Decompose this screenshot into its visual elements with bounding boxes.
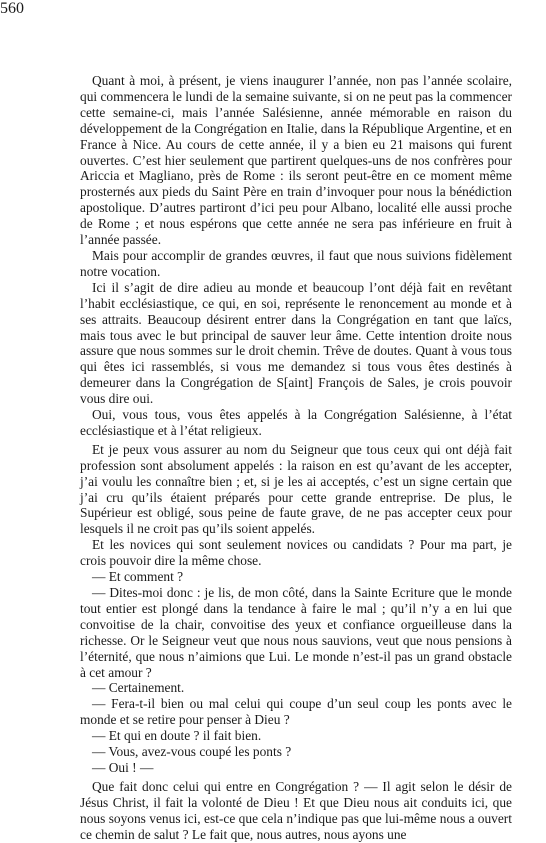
dialogue-line: — Certainement. (92, 680, 185, 696)
paragraph: Que fait donc celui qui entre en Congrégation ? — Il agit selon le désir de Jésus Christ, il fait la volonté de Dieu ! Et que Dieu nous ait conduits ici, que nous soyons venus ici, est-ce que cela n’indique pas que lui-même nous a ouvert ce chemin de salut ? Le fait que, nous autres, nous ayons une (80, 778, 512, 842)
dialogue-line: — Et qui en doute ? il fait bien. (92, 728, 262, 744)
paragraph: Et les novices qui sont seulement novices ou candidats ? Pour ma part, je crois pouvoir dire la même chose. (80, 537, 512, 569)
body-text (80, 73, 512, 843)
paragraph: Oui, vous tous, vous êtes appelés à la Congrégation Salésienne, à l’état ecclésiastique et à l’état religieux. (80, 407, 512, 438)
dialogue-line: — Dites-moi donc : je lis, de mon côté, dans la Sainte Ecriture que le monde tout entier est plongé dans la tendance à faire le mal ; qu’il n’y a en lui que convoitise de la chair, convoitise des yeux et confiance orgueilleuse dans la richesse. Or le Seigneur veut que nous nous sauvions, veut que nous pensions à l’éternité, que nous n’aimions que Lui. Le monde n’est-il pas un grand obstacle à cet amour ? (80, 585, 512, 680)
dialogue-line: — Vous, avez-vous coupé les ponts ? (92, 744, 292, 760)
paragraph: Et je peux vous assurer au nom du Seigneur que tous ceux qui ont déjà fait profession sont absolument appelés : la raison en est qu’avant de les accepter, j’ai voulu les connaître bien ; et, si je les ai acceptés, c’est un signe certain que j’ai cru qu’ils étaient préparés pour cette grande entreprise. De plus, le Supérieur est obligé, sous peine de faute grave, de ne pas accepter ceux pour lesquels il ne croit pas qu’ils soient appelés. (80, 441, 512, 537)
paragraph: Mais pour accomplir de grandes œuvres, il faut que nous suivions fidèlement notre vocation. (80, 247, 512, 279)
dialogue-line: — Et comment ? (92, 569, 184, 585)
paragraph: Quant à moi, à présent, je viens inaugurer l’année, non pas l’année scolaire, qui commencera le lundi de la semaine suivante, si on ne peut pas la commencer cette semaine-ci, mais l’année Salésienne, année mémorable en raison du développement de la Congrégation en Italie, dans la République Argentine, et en France à Nice. Au cours de cette année, il y a bien eu 21 maisons qui furent ouvertes. C’est hier seulement que partirent quelques-uns de nos confrères pour Ariccia et Magliano, près de Rome : ils seront peut-être en ce moment même prosternés aux pieds du Saint Père en train d’invoquer pour nous la bénédiction apostolique. D’autres partiront d’ici peu pour Albano, localité elle aussi proche de Rome ; et nous espérons que cette année ne sera pas inférieure en fruit à l’année passée. (80, 73, 512, 248)
dialogue-line: — Oui ! — (92, 759, 154, 775)
paragraph: Ici il s’agit de dire adieu au monde et beaucoup l’ont déjà fait en revêtant l’habit ecclésiastique, ce qui, en soi, représente le renoncement au monde et à ses attraits. Beaucoup désirent entrer dans la Congrégation en tant que laïcs, mais tous avec le but principal de sauver leur âme. Cette intention droite nous assure que nous sommes sur le droit chemin. Trêve de doutes. Quant à vous tous qui êtes ici rassemblés, si vous me demandez si tous vous êtes destinés à demeurer dans la Congrégation de S[aint] François de Sales, je crois pouvoir vous dire oui. (80, 279, 512, 407)
dialogue-line: — Fera-t-il bien ou mal celui qui coupe d’un seul coup les ponts avec le monde et se retire pour penser à Dieu ? (80, 696, 512, 728)
page-number: 560 (0, 0, 24, 17)
